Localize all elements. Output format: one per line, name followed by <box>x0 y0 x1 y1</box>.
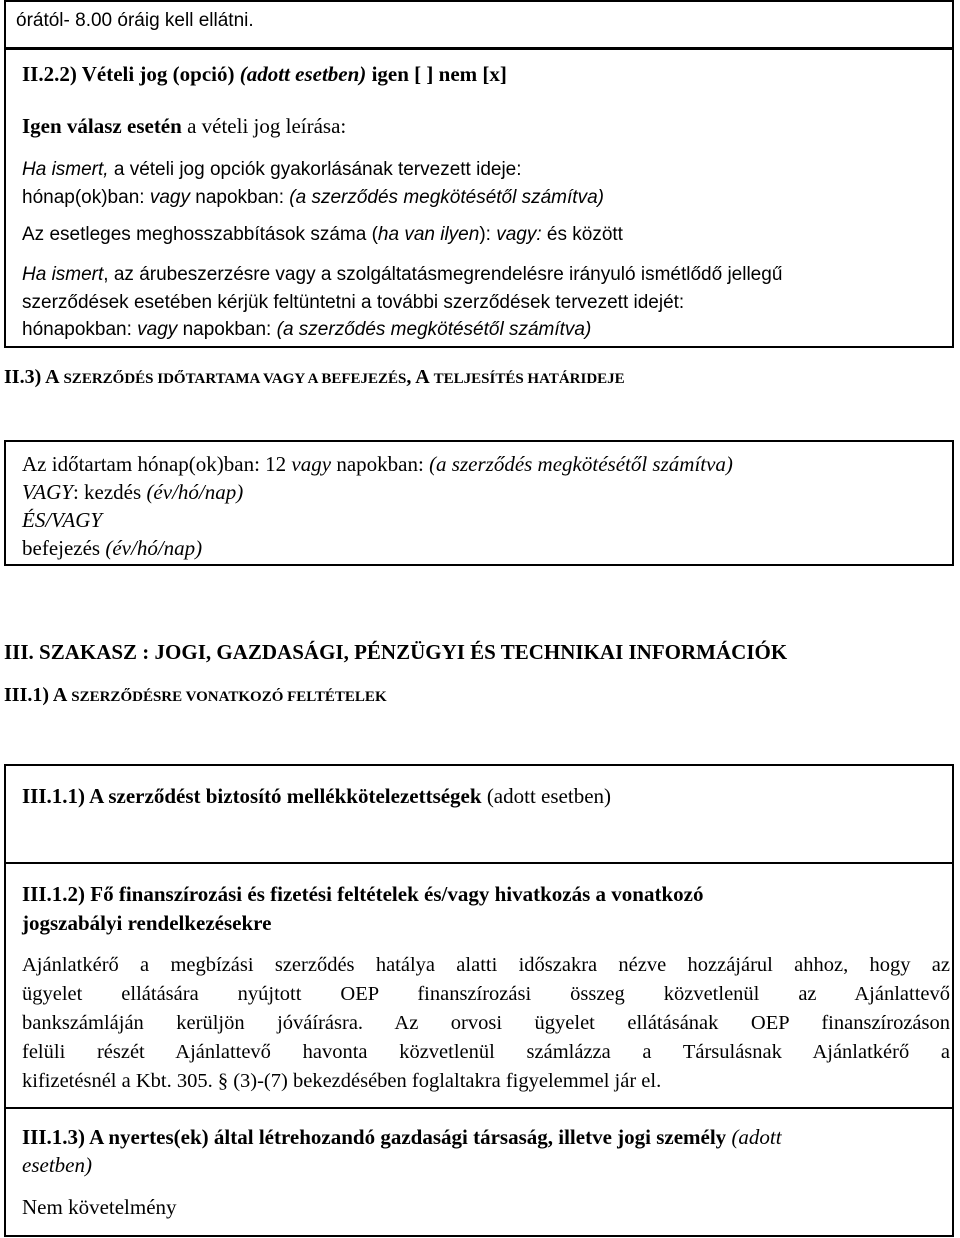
legal-form-box <box>4 1107 954 1237</box>
option-heading: II.2.2) Vételi jog (opció) (adott esetben) igen [ ] nem [x] <box>22 62 507 86</box>
continuation-box <box>4 0 954 49</box>
financing-paragraph <box>22 951 950 1096</box>
financing-heading-line2: jogszabályi rendelkezésekre <box>22 911 272 935</box>
honapokban-line: hónapokban: vagy napokban: (a szerződés megkötésétől számítva) <box>22 319 592 340</box>
financing-para-line: felüli részét Ajánlattevő havonta közvetlenül számlázza a Társulásnak Ajánlatkérő a <box>22 1041 950 1063</box>
es-vagy-line: ÉS/VAGY <box>22 508 103 532</box>
duration-box <box>4 440 954 566</box>
financing-box <box>4 862 954 1109</box>
duration-line: Az időtartam hónap(ok)ban: 12 vagy napokban: (a szerződés megkötésétől számítva) <box>22 452 733 476</box>
meghosszabbitas-line: Az esetleges meghosszabbítások száma (ha van ilyen): vagy: és között <box>22 224 623 245</box>
financing-heading-line1: III.1.2) Fő finanszírozási és fizetési feltételek és/vagy hivatkozás a vonatkozó <box>22 882 704 906</box>
financing-para-line: kifizetésnél a Kbt. 305. § (3)-(7) bekezdésében foglaltakra figyelemmel jár el. <box>22 1070 662 1092</box>
end-date-line: befejezés (év/hó/nap) <box>22 536 203 560</box>
legal-form-body: Nem követelmény <box>22 1195 177 1219</box>
option-box <box>4 48 954 348</box>
guarantees-heading: III.1.1) A szerződést biztosító mellékkötelezettségek (adott esetben) <box>22 784 612 808</box>
igen-line: Igen válasz esetén a vételi jog leírása: <box>22 114 347 138</box>
start-date-line: VAGY: kezdés (év/hó/nap) <box>22 480 244 504</box>
legal-form-heading-line2: esetben) <box>22 1153 92 1177</box>
szerzodesek-line: szerződések esetében kérjük feltüntetni a további szerződések tervezett idejét: <box>22 292 685 313</box>
section-iii1-heading: III.1) A SZERZŐDÉSRE VONATKOZÓ FELTÉTELEK <box>4 684 387 706</box>
section-iii-title: III. SZAKASZ : JOGI, GAZDASÁGI, PÉNZÜGYI ÉS TECHNIKAI INFORMÁCIÓK <box>4 640 788 664</box>
guarantees-box <box>4 764 954 864</box>
ha-ismert-line: Ha ismert, a vételi jog opciók gyakorlásának tervezett ideje: <box>22 159 522 180</box>
legal-form-heading-line1: III.1.3) A nyertes(ek) által létrehozandó gazdasági társaság, illetve jogi személy (adott <box>22 1125 782 1149</box>
financing-para-line: bankszámláján kerüljön jóváírásra. Az orvosi ügyelet ellátásának OEP finanszírozáson <box>22 1012 950 1034</box>
financing-para-line: ügyelet ellátására nyújtott OEP finanszírozási összeg közvetlenül az Ajánlattevő <box>22 983 950 1005</box>
continuation-text: órától- 8.00 óráig kell ellátni. <box>16 10 254 31</box>
honap-line: hónap(ok)ban: vagy napokban: (a szerződés megkötésétől számítva) <box>22 187 604 208</box>
financing-para-line: Ajánlatkérő a megbízási szerződés hatálya alatti időszakra nézve hozzájárul ahhoz, hogy az <box>22 954 950 976</box>
section-ii3-heading: II.3) A SZERZŐDÉS IDŐTARTAMA VAGY A BEFEJEZÉS, A TELJESÍTÉS HATÁRIDEJE <box>4 366 625 388</box>
ismetlodo-line: Ha ismert, az árubeszerzésre vagy a szolgáltatásmegrendelésre irányuló ismétlődő jellegű <box>22 264 783 285</box>
